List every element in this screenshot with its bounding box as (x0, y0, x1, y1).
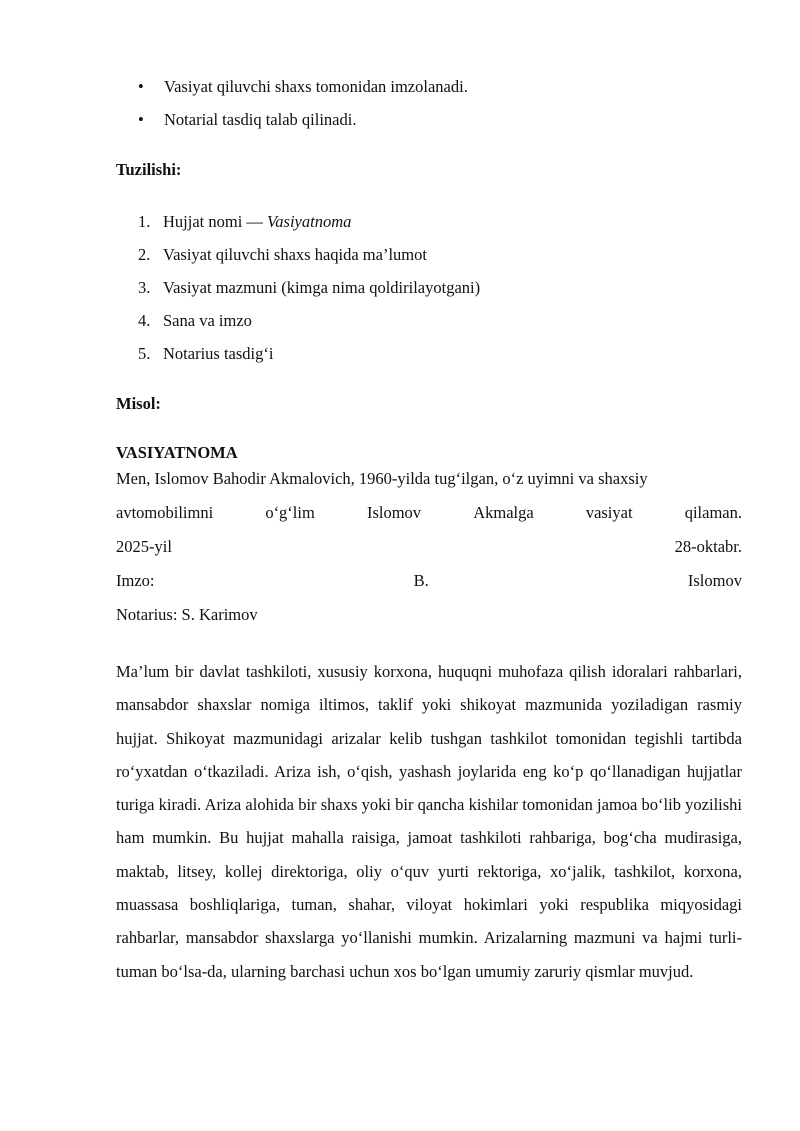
structure-list (138, 212, 480, 377)
notary-line: Notarius: S. Karimov (116, 605, 258, 624)
list-item (138, 311, 480, 344)
example-word: avtomobilimni (116, 503, 214, 522)
example-word: vasiyat (585, 503, 633, 522)
signature-initial: B. (413, 571, 429, 590)
example-block (116, 469, 742, 639)
list-item (138, 77, 468, 110)
example-heading: Misol: (116, 394, 161, 413)
bullet-icon: • (138, 110, 144, 129)
list-item (138, 278, 480, 311)
list-item-number: 4. (138, 311, 151, 330)
list-item-text: Vasiyat mazmuni (kimga nima qoldirilayotgani) (163, 278, 481, 297)
list-item-text: Vasiyat qiluvchi shaxs haqida ma’lumot (163, 245, 427, 264)
list-item-number: 2. (138, 245, 151, 264)
list-item-number: 1. (138, 212, 151, 231)
example-line: Men, Islomov Bahodir Akmalovich, 1960-yilda tug‘ilgan, o‘z uyimni va shaxsiy (116, 469, 648, 488)
example-year: 2025-yil (116, 537, 172, 556)
list-item-text: Notarius tasdig‘i (163, 344, 274, 363)
list-item (138, 212, 480, 245)
signature-label: Imzo: (116, 571, 155, 590)
list-item-text: Vasiyat qiluvchi shaxs tomonidan imzolanadi. (164, 77, 468, 96)
list-item-text: Hujjat nomi — (163, 212, 268, 231)
example-line (116, 503, 742, 537)
example-word: Islomov (366, 503, 422, 522)
example-date: 28-oktabr. (674, 537, 742, 556)
list-item (138, 245, 480, 278)
list-item (138, 344, 480, 377)
list-item-number: 5. (138, 344, 151, 363)
body-paragraph: Ma’lum bir davlat tashkiloti, xususiy korxona, huquqni muhofaza qilish idoralari rahbarlari, mansabdor shaxslar nomiga iltimos, taklif yoki shikoyat mazmunida yoziladigan rasmiy hujjat. Shikoyat mazmunidagi arizalar kelib tushgan tashkilot tomonidan tegishli tartibda ro‘yxatdan o‘tkaziladi. Ariza ish, o‘qish, yashash joylarida eng ko‘p qo‘llanadigan hujjatlar turiga kiradi. Ariza alohida bir shaxs yoki bir qancha kishilar tomonidan jamoa bo‘lib yozilishi ham mumkin. Bu hujjat mahalla raisiga, jamoat tashkiloti rahbariga, bog‘cha mudirasiga, maktab, litsey, kollej direktoriga, oliy o‘quv yurti rektoriga, xo‘jalik, tashkilot, korxona, muassasa boshliqlariga, tuman, shahar, viloyat hokimlari yoki respublika miqyosidagi rahbarlar, mansabdor shaxslarga yo‘llanishi mumkin. Arizalarning mazmuni va hajmi turli-tuman bo‘lsa-da, ularning barchasi uchun xos bo‘lgan umumiy zaruriy qismlar muvjud. (116, 662, 742, 981)
example-word: qilaman. (684, 503, 742, 522)
requirements-list (138, 77, 468, 143)
example-word: o‘g‘lim (265, 503, 315, 522)
bullet-icon: • (138, 77, 144, 96)
signature-surname: Islomov (687, 571, 742, 590)
example-word: Akmalga (473, 503, 534, 522)
example-signature-line (116, 571, 742, 605)
example-title: VASIYATNOMA (116, 443, 238, 462)
structure-heading: Tuzilishi: (116, 160, 182, 179)
example-date-line (116, 537, 742, 571)
list-item-italic: Vasiyatnoma (267, 212, 352, 231)
list-item (138, 110, 468, 143)
list-item-text: Notarial tasdiq talab qilinadi. (164, 110, 357, 129)
list-item-number: 3. (138, 278, 151, 297)
list-item-text: Sana va imzo (163, 311, 252, 330)
